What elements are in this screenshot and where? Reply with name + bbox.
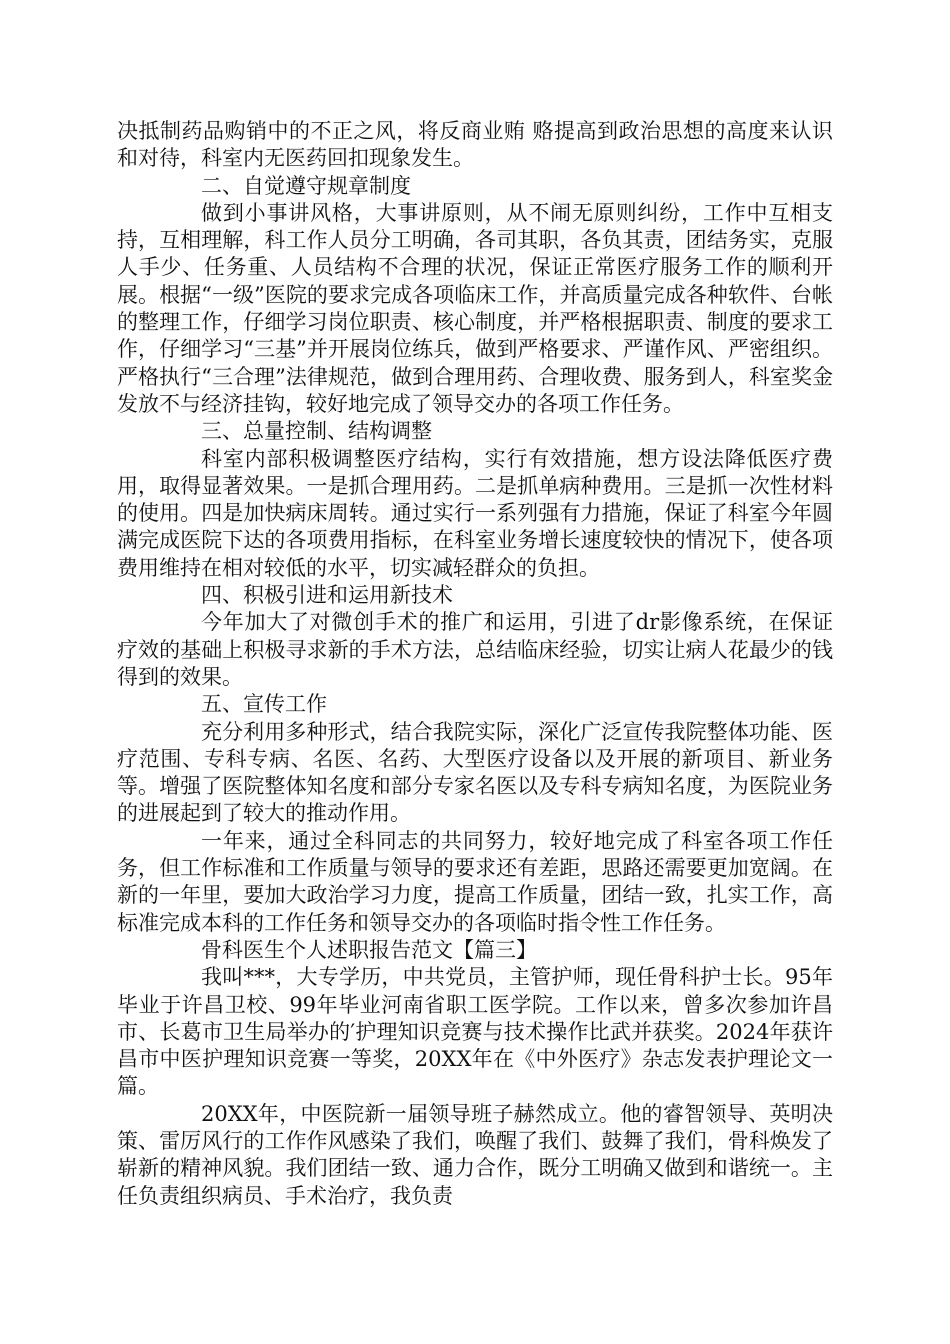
paragraph-new-leadership: 20XX年，中医院新一届领导班子赫然成立。他的睿智领导、英明决策、雷厉风行的工作作风感染了我们，唤醒了我们、鼓舞了我们，骨科焕发了崭新的精神风貌。我们团结一致、通力合作，既分工明确又做到和谐统一。主任负责组织病员、手术治疗，我负责 (117, 1101, 833, 1208)
paragraph-summary: 一年来，通过全科同志的共同努力，较好地完成了科室各项工作任务，但工作标准和工作质量与领导的要求还有差距，思路还需要更加宽阔。在新的一年里，要加大政治学习力度，提高工作质量，团结一致，扎实工作，高标准完成本科的工作任务和领导交办的各项临时指令性工作任务。 (117, 828, 833, 935)
paragraph-self-introduction: 我叫***，大专学历，中共党员，主管护师，现任骨科护士长。95年毕业于许昌卫校、99年毕业河南省职工医学院。工作以来，曾多次参加许昌市、长葛市卫生局举办的′护理知识竞赛与技术操作比武并获奖。2024年获许昌市中医护理知识竞赛一等奖，20XX年在《中外医疗》杂志发表护理论文一篇。 (117, 965, 833, 1099)
section-heading-cost-control: 三、总量控制、结构调整 (201, 419, 432, 444)
paragraph-publicity: 充分利用多种形式，结合我院实际，深化广泛宣传我院整体功能、医疗范围、专科专病、名医、名药、大型医疗设备以及开展的新项目、新业务等。增强了医院整体知名度和部分专家名医以及专科专病知名度，为医院业务的进展起到了较大的推动作用。 (117, 719, 833, 826)
paragraph-continuation: 决抵制药品购销中的不正之风，将反商业贿 赂提高到政治思想的高度来认识和对待，科室内无医药回扣现象发生。 (117, 119, 833, 171)
paragraph-cost-control: 科室内部积极调整医疗结构，实行有效措施，想方设法降低医疗费用，取得显著效果。一是抓合理用药。二是抓单病种费用。三是抓一次性材料的使用。四是加快病床周转。通过实行一系列强有力措施，保证了科室今年圆满完成医院下达的各项费用指标，在科室业务增长速度较快的情况下，使各项费用维持在相对较低的水平，切实减轻群众的负担。 (117, 446, 833, 580)
section-heading-rules: 二、自觉遵守规章制度 (201, 173, 411, 198)
article-title-part-three: 骨科医生个人述职报告范文【篇三】 (201, 937, 537, 962)
section-heading-new-technology: 四、积极引进和运用新技术 (201, 583, 453, 608)
document-page (117, 118, 833, 1210)
paragraph-rules: 做到小事讲风格，大事讲原则，从不闹无原则纠纷，工作中互相支持，互相理解，科工作人员分工明确，各司其职，各负其责，团结务实，克服人手少、任务重、人员结构不合理的状况，保证正常医疗服务工作的顺利开展。根据“一级”医院的要求完成各项临床工作，并高质量完成各种软件、台帐的整理工作，仔细学习岗位职责、核心制度，并严格根据职责、制度的要求工作，仔细学习“三基”并开展岗位练兵，做到严格要求、严谨作风、严密组织。严格执行“三合理”法律规范，做到合理用药、合理收费、服务到人，科室奖金发放不与经济挂钩，较好地完成了领导交办的各项工作任务。 (117, 200, 833, 416)
paragraph-new-technology: 今年加大了对微创手术的推广和运用，引进了dr影像系统，在保证疗效的基础上积极寻求新的手术方法，总结临床经验，切实让病人花最少的钱得到的效果。 (117, 610, 833, 689)
section-heading-publicity: 五、宣传工作 (201, 692, 327, 717)
